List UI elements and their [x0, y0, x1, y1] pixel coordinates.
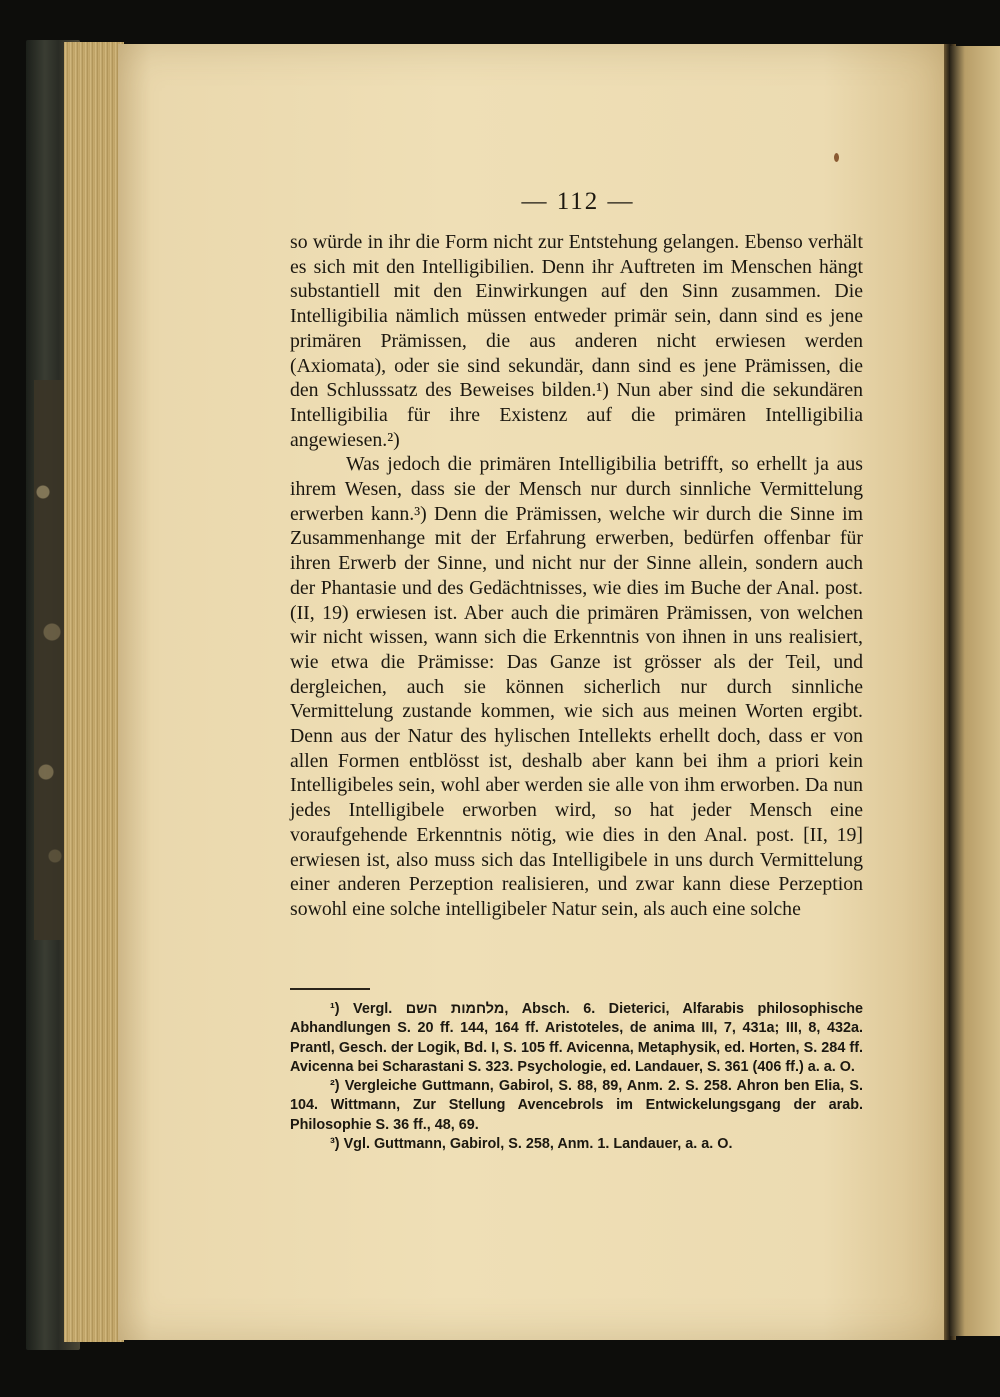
footnote: ¹) Vergl. מלחמות השם, Absch. 6. Dieterici, Alfarabis philosophische Abhandlungen S. 20 ff. 144, 164 ff. Aristoteles, de anima III, 7, 431a; III, 8, 432a. Prantl, Gesch. der Logik, Bd. I, S. 105 ff. Avicenna, Metaphysik, ed. Horten, S. 284 ff. Avicenna bei Scharastani S. 323. Psychologie, ed. Landauer, S. 361 (406 ff.) a. a. O.	[290, 1001, 863, 1075]
footnote: ²) Vergleiche Guttmann, Gabirol, S. 88, 89, Anm. 2. S. 258. Ahron ben Elia, S. 104. Wittmann, Zur Stellung Avencebrols im Entwickelungsgang der arab. Philosophie S. 36 ff., 48, 69.	[290, 1078, 863, 1133]
page-number: — 112 —	[521, 188, 635, 215]
page-edges	[64, 42, 124, 1342]
main-text	[290, 230, 863, 922]
footnotes	[290, 1000, 863, 1154]
ink-spot	[834, 153, 839, 162]
footnote: ³) Vgl. Guttmann, Gabirol, S. 258, Anm. 1. Landauer, a. a. O.	[330, 1136, 733, 1153]
facing-page-edge	[950, 46, 1000, 1336]
marbled-cover-detail	[34, 380, 64, 940]
paragraph: so würde in ihr die Form nicht zur Entstehung gelangen. Ebenso verhält es sich mit den Intelligibilien. Denn ihr Auftreten im Menschen hängt substantiell mit den Einwirkungen auf den Sinn zusammen. Die Intelligibilia nämlich müssen entweder primär sein, dann sind es jene primären Prämissen, die aus anderen nicht erwiesen werden (Axiomata), oder sie sind sekundär, dann sind es jene Prämissen, die den Schlusssatz des Beweises bilden.¹) Nun aber sind die sekundären Intelligibilia für ihre Existenz auf die primären Intelligibilia angewiesen.²)	[290, 231, 863, 451]
footnote-divider	[290, 988, 370, 990]
paragraph: Was jedoch die primären Intelligibilia betrifft, so erhellt ja aus ihrem Wesen, dass sie der Mensch nur durch sinnliche Vermittelung erwerben kann.³) Denn die Prämissen, welche wir durch die Sinne im Zusammenhange mit der Erfahrung erwerben, bedürfen offenbar für ihren Erwerb der Sinne, und nicht nur der Sinne allein, sondern auch der Phantasie und des Gedächtnisses, wie dies im Buche der Anal. post. (II, 19) erwiesen ist. Aber auch die primären Prämissen, von welchen wir nicht wissen, wann sich die Erkenntnis von ihnen in uns realisiert, wie etwa die Prämisse: Das Ganze ist grösser als der Teil, und dergleichen, auch sie können sicherlich nur durch sinnliche Vermittelung zustande kommen, wie sich aus meinen Worten ergibt. Denn aus der Natur des hylischen Intellekts erhellt doch, dass er von allen Formen entblösst ist, deshalb aber kann bei ihm a priori kein Intelligibeles sein, wohl aber werden sie alle von ihm erworben. Da nun jedes Intelligibele erworben wird, so hat jeder Mensch eine voraufgehende Erkenntnis nötig, wie dies in den Anal. post. [II, 19] erwiesen ist, also muss sich das Intelligibele in uns durch Vermittelung einer anderen Perzeption realisieren, und zwar kann diese Perzeption sowohl eine solche intelligibeler Natur sein, als auch eine solche	[290, 453, 863, 920]
